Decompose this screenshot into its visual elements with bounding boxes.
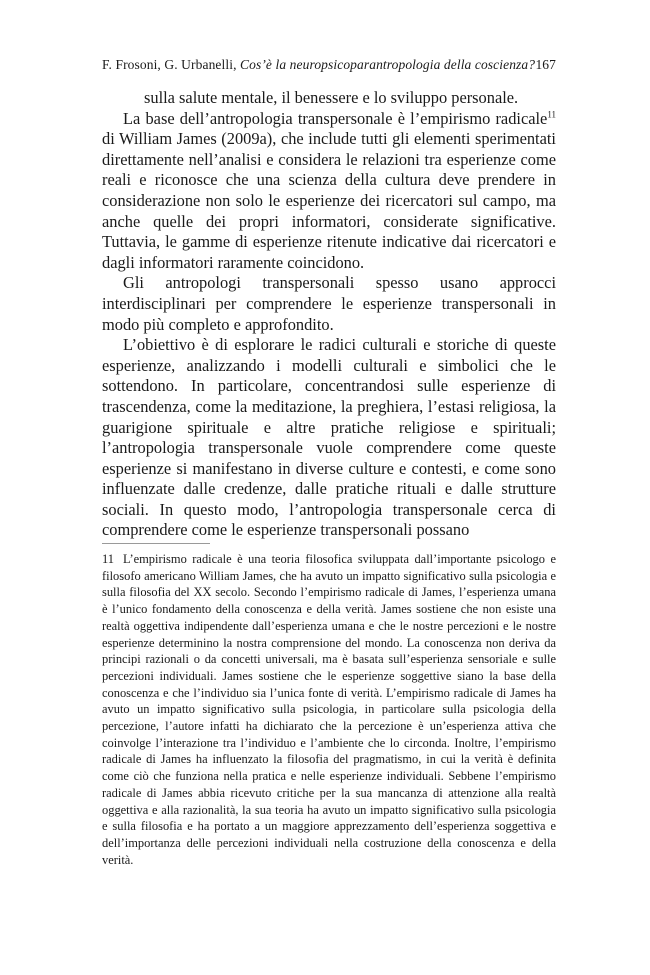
footnote-text: L’empirismo radicale è una teoria filosofica sviluppata dall’importante psicologo e filosofo americano William James, che ha avuto un impatto significativo sulla psicologia e sulla filosofia del XX secolo. Secondo l’empirismo radicale di James, l’esperienza umana è l’unico fondamento della conoscenza e della verità. James sostiene che non esiste una realtà oggettiva indipendente dall’esperienza umana e che le nostre percezioni e le nostre esperienze determinino la nostra comprensione del mondo. La conoscenza non deriva da principi razionali o da concetti universali, ma è basata sull’esperienza sensoriale e sulle percezioni individuali. James sostiene che le esperienze soggettive siano la base della conoscenza e che l’individuo sia l’unica fonte di verità. L’empirismo radicale di James ha avuto un impatto significativo sulla psicologia, in particolare sulla psicologia della percezione, l’autore infatti ha dichiarato che la percezione è un’esperienza attiva che coinvolge l’interazione tra l’individuo e l’ambiente che lo circonda. Inoltre, l’empirismo radicale di James ha influenzato la filosofia del pragmatismo, in cui la verità è definita come ciò che funziona nella pratica e nelle esperienze individuali. Sebbene l’empirismo radicale di James abbia ricevuto critiche per la sua mancanza di attenzione alla realtà oggettiva e alla razionalità, la sua teoria ha avuto un impatto significativo sulla psicologia e sulla filosofia e ha portato a un maggiore apprezzamento dell’esperienza soggettiva e dell’importanza delle percezioni individuali nella costruzione della conoscenza e della verità. [102,552,556,867]
running-head-article-title: Cos’è la neuropsicoparantropologia della coscienza? [240,57,536,72]
paragraph-continuation: sulla salute mentale, il benessere e lo sviluppo personale. [144,88,519,107]
footnote-number: 11 [102,552,114,566]
running-head-title [102,57,535,73]
paragraph: Gli antropologi transpersonali spesso usano approcci interdisciplinari per comprendere le esperienze transpersonali in modo più completo e approfondito. [102,273,556,334]
footnote-reference[interactable]: 11 [547,109,556,120]
footnote-separator [102,543,210,544]
paragraph: L’obiettivo è di esplorare le radici culturali e storiche di queste esperienze, analizzando i modelli culturali e simbolici che le sottendono. In particolare, concentrandosi sulle esperienze di trascendenza, come la meditazione, la preghiera, l’estasi religiosa, la guarigione spirituale e altre pratiche religiose e spirituali; l’antropologia transpersonale vuole comprendere come queste esperienze si manifestano in diverse culture e contesti, e come sono influenzate dalle credenze, dalle pratiche rituali e dalle strutture sociali. In questo modo, l’antropologia transpersonale cerca di comprendere come le esperienze transpersonali possano [102,335,556,540]
main-text [102,88,556,541]
paragraph: La base dell’antropologia transpersonale è l’empirismo radicale$^{11}$ di William James (2009a), che include tutti gli elementi sperimentati direttamente nell’analisi e considera le relazioni tra esperienze come reali e riconosce che una scienza della cultura deve prendere in considerazione non solo le esperienze dei ricercatori sul campo, ma anche quelle dei propri informatori, considerate significative. Tuttavia, le gamme di esperienze ritenute indicative dai ricercatori e dagli informatori raramente coincidono. [102,108,556,272]
running-head [102,57,556,73]
footnote [102,551,556,868]
page-number: 167 [535,57,556,72]
running-head-authors: F. Frosoni, G. Urbanelli, [102,57,237,72]
